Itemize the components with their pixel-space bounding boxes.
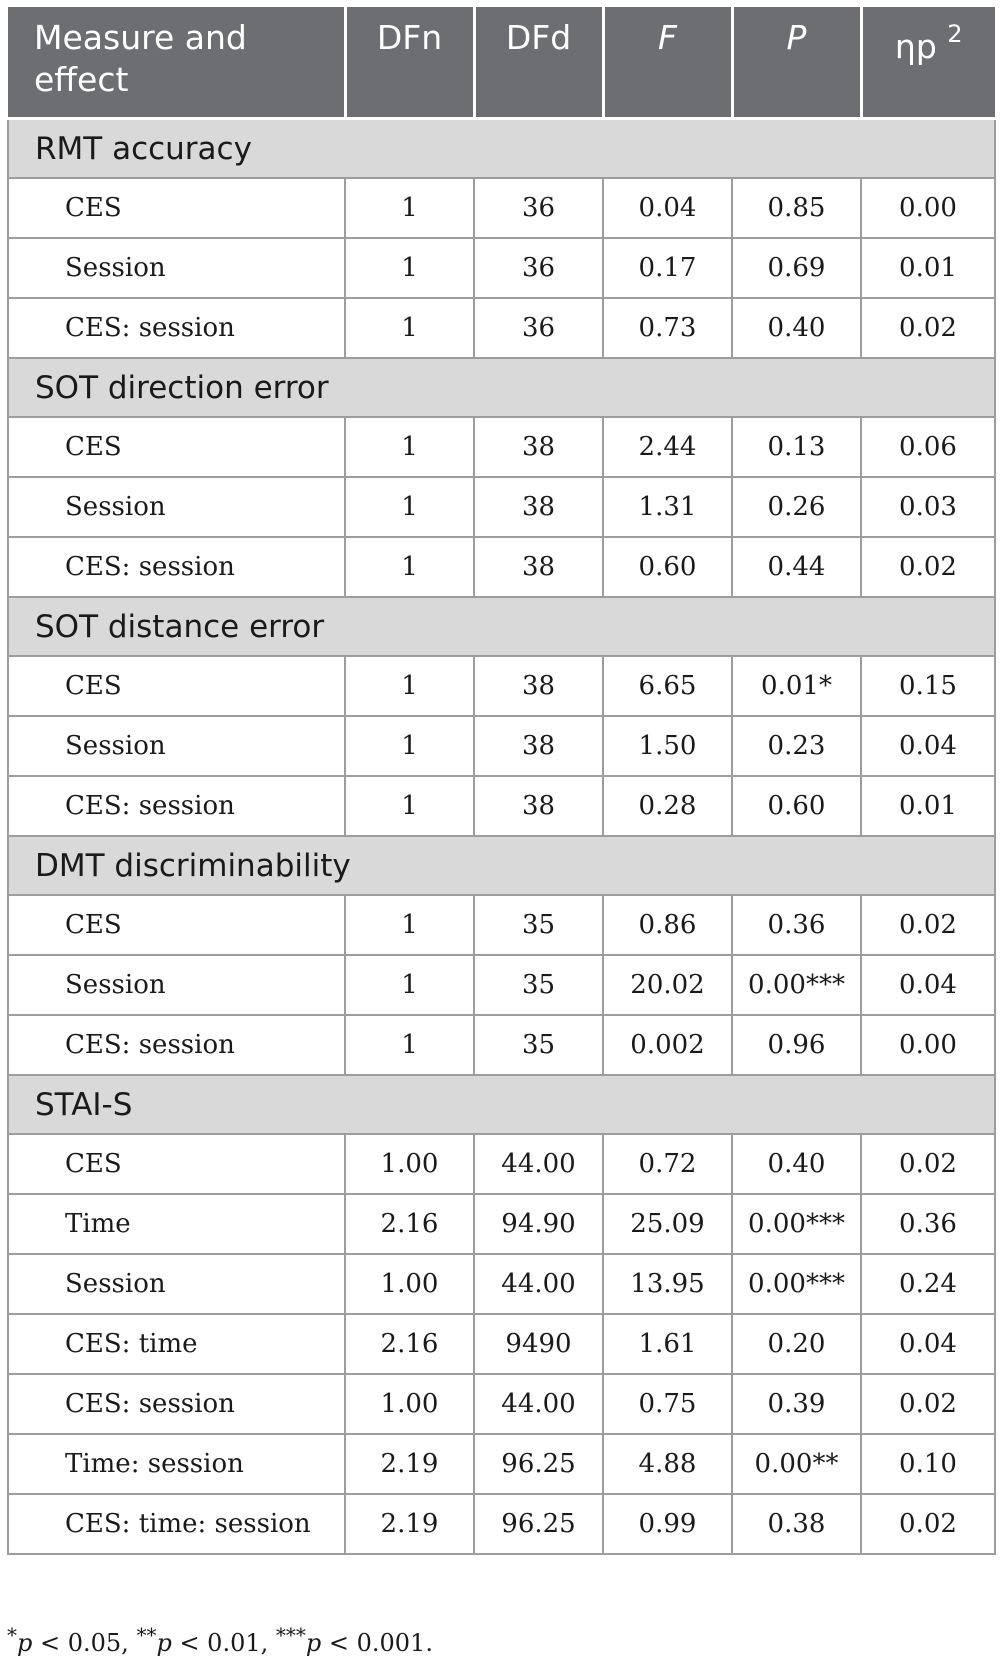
cell-dfd: 44.00 [474,1374,603,1434]
cell-dfn: 1 [345,716,474,776]
cell-f-value: 0.60 [603,537,732,597]
cell-effect: CES: time [8,1314,345,1374]
cell-dfd: 38 [474,477,603,537]
cell-p-value: 0.36 [732,895,861,955]
table-row [8,238,995,298]
cell-partial-eta-squared: 0.02 [861,537,995,597]
group-title: STAI-S [8,1075,995,1134]
cell-p-value: 0.00*** [732,1194,861,1254]
cell-partial-eta-squared: 0.10 [861,1434,995,1494]
cell-f-value: 0.04 [603,178,732,238]
anova-results-table [7,7,996,1555]
table-row [8,1015,995,1075]
cell-effect: Time [8,1194,345,1254]
cell-f-value: 20.02 [603,955,732,1015]
cell-partial-eta-squared: 0.02 [861,895,995,955]
cell-dfn: 1.00 [345,1374,474,1434]
cell-partial-eta-squared: 0.02 [861,1374,995,1434]
cell-partial-eta-squared: 0.04 [861,1314,995,1374]
table-row [8,716,995,776]
cell-dfn: 1 [345,955,474,1015]
cell-partial-eta-squared: 0.02 [861,1494,995,1554]
header-dfn: DFn [345,7,474,119]
cell-p-value: 0.69 [732,238,861,298]
cell-effect: CES [8,895,345,955]
cell-p-value: 0.96 [732,1015,861,1075]
cell-p-value: 0.13 [732,417,861,477]
cell-partial-eta-squared: 0.24 [861,1254,995,1314]
group-header-row [8,597,995,656]
cell-dfd: 36 [474,238,603,298]
cell-p-value: 0.00*** [732,955,861,1015]
cell-f-value: 25.09 [603,1194,732,1254]
cell-f-value: 13.95 [603,1254,732,1314]
cell-effect: CES [8,417,345,477]
group-header-row [8,358,995,417]
header-eta-superscript: 2 [947,20,963,48]
footnote-threshold-2: < 0.01, [171,1629,276,1657]
cell-partial-eta-squared: 0.06 [861,417,995,477]
cell-dfd: 96.25 [474,1494,603,1554]
cell-f-value: 0.72 [603,1134,732,1194]
anova-results-table-container [7,7,994,1555]
cell-f-value: 0.99 [603,1494,732,1554]
group-header-row [8,1075,995,1134]
cell-p-value: 0.40 [732,1134,861,1194]
cell-dfd: 38 [474,656,603,716]
table-row [8,178,995,238]
cell-dfd: 35 [474,1015,603,1075]
cell-effect: CES: session [8,537,345,597]
cell-f-value: 2.44 [603,417,732,477]
cell-p-value: 0.00** [732,1434,861,1494]
cell-p-value: 0.85 [732,178,861,238]
cell-effect: Session [8,477,345,537]
cell-dfd: 38 [474,776,603,836]
cell-partial-eta-squared: 0.36 [861,1194,995,1254]
cell-dfn: 1 [345,656,474,716]
footnote-threshold-1: < 0.05, [32,1629,137,1657]
table-row [8,1314,995,1374]
cell-dfd: 36 [474,298,603,358]
cell-p-value: 0.01* [732,656,861,716]
footnote-marker-3: *** [275,1623,306,1647]
table-row [8,537,995,597]
cell-f-value: 1.31 [603,477,732,537]
cell-dfn: 1 [345,776,474,836]
cell-p-value: 0.39 [732,1374,861,1434]
cell-dfd: 9490 [474,1314,603,1374]
cell-effect: CES [8,178,345,238]
cell-f-value: 0.17 [603,238,732,298]
footnote-threshold-3: < 0.001. [321,1629,433,1657]
cell-dfn: 1.00 [345,1254,474,1314]
cell-f-value: 0.002 [603,1015,732,1075]
cell-f-value: 1.50 [603,716,732,776]
cell-partial-eta-squared: 0.04 [861,955,995,1015]
table-row [8,955,995,1015]
cell-dfn: 1 [345,238,474,298]
table-row [8,656,995,716]
cell-effect: Session [8,238,345,298]
header-row [8,7,995,119]
footnote-p-2: p [156,1629,172,1657]
group-title: SOT direction error [8,358,995,417]
cell-effect: Session [8,955,345,1015]
table-row [8,477,995,537]
cell-dfn: 1 [345,895,474,955]
cell-dfn: 1 [345,298,474,358]
header-f: F [603,7,732,119]
table-row [8,1434,995,1494]
cell-dfn: 2.19 [345,1494,474,1554]
cell-effect: Session [8,1254,345,1314]
cell-dfn: 2.16 [345,1314,474,1374]
cell-partial-eta-squared: 0.04 [861,716,995,776]
significance-footnote [7,1623,433,1657]
footnote-marker-2: ** [136,1623,157,1647]
cell-dfd: 35 [474,955,603,1015]
cell-effect: Time: session [8,1434,345,1494]
table-row [8,1194,995,1254]
cell-dfn: 1 [345,417,474,477]
cell-p-value: 0.40 [732,298,861,358]
cell-dfd: 38 [474,417,603,477]
table-row [8,1374,995,1434]
cell-p-value: 0.20 [732,1314,861,1374]
cell-dfd: 38 [474,716,603,776]
cell-effect: CES [8,1134,345,1194]
cell-effect: CES [8,656,345,716]
group-title: SOT distance error [8,597,995,656]
cell-dfn: 2.16 [345,1194,474,1254]
table-row [8,298,995,358]
cell-dfd: 35 [474,895,603,955]
cell-p-value: 0.26 [732,477,861,537]
cell-dfn: 1 [345,178,474,238]
footnote-marker-1: * [7,1623,17,1647]
cell-dfd: 94.90 [474,1194,603,1254]
cell-effect: CES: session [8,776,345,836]
cell-dfn: 1.00 [345,1134,474,1194]
cell-dfn: 1 [345,537,474,597]
table-body [8,119,995,1555]
table-row [8,1494,995,1554]
cell-p-value: 0.23 [732,716,861,776]
table-row [8,895,995,955]
header-dfd: DFd [474,7,603,119]
cell-partial-eta-squared: 0.01 [861,776,995,836]
cell-dfd: 96.25 [474,1434,603,1494]
cell-dfn: 1 [345,1015,474,1075]
cell-partial-eta-squared: 0.01 [861,238,995,298]
cell-p-value: 0.00*** [732,1254,861,1314]
cell-dfn: 1 [345,477,474,537]
footnote-p-3: p [305,1629,322,1657]
cell-f-value: 0.28 [603,776,732,836]
footnote-p-1: p [17,1629,33,1657]
cell-f-value: 0.73 [603,298,732,358]
cell-partial-eta-squared: 0.15 [861,656,995,716]
cell-f-value: 6.65 [603,656,732,716]
table-row [8,776,995,836]
table-row [8,1254,995,1314]
table-row [8,1134,995,1194]
cell-dfd: 38 [474,537,603,597]
cell-effect: CES: session [8,1015,345,1075]
cell-partial-eta-squared: 0.02 [861,1134,995,1194]
table-row [8,417,995,477]
cell-p-value: 0.38 [732,1494,861,1554]
group-header-row [8,836,995,895]
cell-effect: CES: session [8,1374,345,1434]
cell-partial-eta-squared: 0.00 [861,1015,995,1075]
group-title: RMT accuracy [8,119,995,179]
cell-dfd: 44.00 [474,1134,603,1194]
cell-partial-eta-squared: 0.02 [861,298,995,358]
header-p: P [732,7,861,119]
cell-effect: CES: time: session [8,1494,345,1554]
header-measure-and-effect: Measure and effect [8,7,345,119]
header-eta-label: ηp [894,27,937,66]
table-header [8,7,995,119]
cell-f-value: 0.86 [603,895,732,955]
cell-p-value: 0.44 [732,537,861,597]
header-partial-eta-squared [861,7,995,119]
group-header-row [8,119,995,179]
cell-f-value: 1.61 [603,1314,732,1374]
cell-partial-eta-squared: 0.00 [861,178,995,238]
cell-partial-eta-squared: 0.03 [861,477,995,537]
cell-dfn: 2.19 [345,1434,474,1494]
cell-f-value: 0.75 [603,1374,732,1434]
cell-f-value: 4.88 [603,1434,732,1494]
cell-p-value: 0.60 [732,776,861,836]
cell-dfd: 44.00 [474,1254,603,1314]
cell-effect: Session [8,716,345,776]
cell-dfd: 36 [474,178,603,238]
cell-effect: CES: session [8,298,345,358]
group-title: DMT discriminability [8,836,995,895]
